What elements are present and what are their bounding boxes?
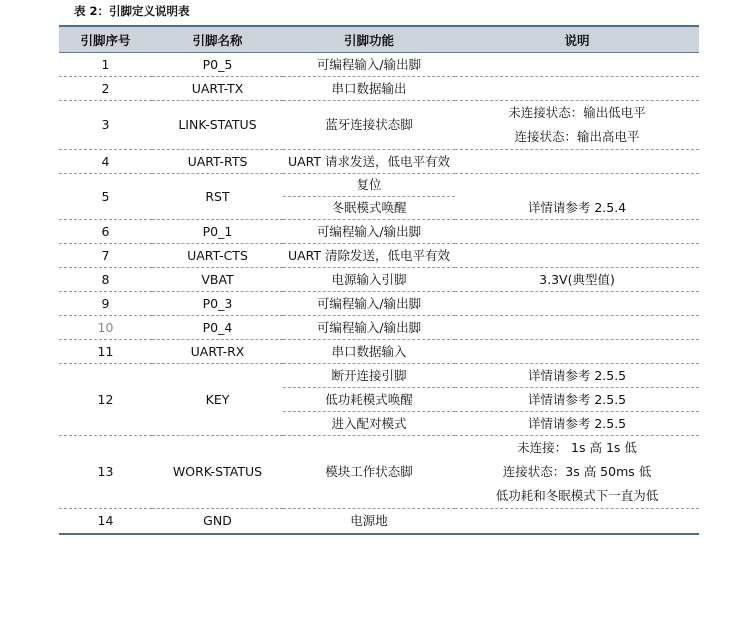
pin-function: 串口数据输入 — [283, 340, 455, 364]
table-row — [59, 77, 699, 101]
pin-description — [455, 174, 699, 197]
table-row — [59, 436, 699, 509]
description-line: 连接状态：3s 高 50ms 低 — [502, 464, 652, 479]
pin-description — [455, 244, 699, 268]
pin-name: UART-RTS — [152, 150, 283, 174]
pin-number: 11 — [59, 340, 152, 364]
pin-name: UART-TX — [152, 77, 283, 101]
description-line: 未连接： 1s 高 1s 低 — [517, 440, 637, 455]
pin-number: 1 — [59, 53, 152, 77]
description-line: 连接状态：输出高电平 — [514, 129, 640, 144]
pin-function: UART 清除发送，低电平有效 — [283, 244, 455, 268]
table-row — [59, 101, 699, 150]
pin-description: 详情请参考 2.5.4 — [455, 197, 699, 220]
pin-description — [455, 53, 699, 77]
pin-number: 5 — [59, 174, 152, 220]
pin-number: 10 — [59, 316, 152, 340]
pin-description — [455, 340, 699, 364]
table-row — [59, 292, 699, 316]
table-row — [59, 340, 699, 364]
pin-function: 串口数据输出 — [283, 77, 455, 101]
pin-name: P0_4 — [152, 316, 283, 340]
pin-number: 2 — [59, 77, 152, 101]
pin-name: UART-RX — [152, 340, 283, 364]
pin-function: 可编程输入/输出脚 — [283, 316, 455, 340]
pin-name: RST — [152, 174, 283, 220]
pin-number: 3 — [59, 101, 152, 150]
pin-number: 7 — [59, 244, 152, 268]
pin-function: 断开连接引脚 — [283, 364, 455, 388]
pin-description — [455, 77, 699, 101]
pin-function: 可编程输入/输出脚 — [283, 53, 455, 77]
pin-function: 可编程输入/输出脚 — [283, 292, 455, 316]
pin-number: 14 — [59, 509, 152, 535]
table-header-row — [59, 26, 699, 53]
pin-number: 8 — [59, 268, 152, 292]
pin-name: P0_5 — [152, 53, 283, 77]
table-row — [59, 174, 699, 197]
header-pin-number: 引脚序号 — [59, 26, 152, 53]
table-row — [59, 220, 699, 244]
pin-description: 详情请参考 2.5.5 — [455, 388, 699, 412]
pin-name: VBAT — [152, 268, 283, 292]
table-row — [59, 53, 699, 77]
pin-name: P0_1 — [152, 220, 283, 244]
pin-name: LINK-STATUS — [152, 101, 283, 150]
pin-number: 9 — [59, 292, 152, 316]
table-row — [59, 150, 699, 174]
pin-name: WORK-STATUS — [152, 436, 283, 509]
header-pin-name: 引脚名称 — [152, 26, 283, 53]
pin-name: UART-CTS — [152, 244, 283, 268]
table-row — [59, 364, 699, 388]
pin-name: P0_3 — [152, 292, 283, 316]
description-line: 低功耗和冬眠模式下一直为低 — [495, 488, 659, 503]
pin-number: 6 — [59, 220, 152, 244]
table-caption: 表 2：引脚定义说明表 — [74, 4, 190, 18]
pin-description — [455, 220, 699, 244]
pin-number: 13 — [59, 436, 152, 509]
pin-function: UART 请求发送，低电平有效 — [283, 150, 455, 174]
pin-description — [455, 316, 699, 340]
table-row — [59, 316, 699, 340]
pin-function: 模块工作状态脚 — [283, 436, 455, 509]
pin-function: 蓝牙连接状态脚 — [283, 101, 455, 150]
pin-description — [455, 436, 699, 509]
pin-name: KEY — [152, 364, 283, 436]
pin-function: 低功耗模式唤醒 — [283, 388, 455, 412]
pin-description — [455, 292, 699, 316]
pin-function: 进入配对模式 — [283, 412, 455, 436]
pin-description: 3.3V(典型值) — [455, 268, 699, 292]
pin-function: 复位 — [283, 174, 455, 197]
pin-function: 电源地 — [283, 509, 455, 535]
table-row — [59, 268, 699, 292]
pin-description — [455, 101, 699, 150]
pin-function: 电源输入引脚 — [283, 268, 455, 292]
pin-number: 4 — [59, 150, 152, 174]
header-description: 说明 — [455, 26, 699, 53]
pin-number: 12 — [59, 364, 152, 436]
pin-description: 详情请参考 2.5.5 — [455, 412, 699, 436]
pin-description: 详情请参考 2.5.5 — [455, 364, 699, 388]
pin-function: 可编程输入/输出脚 — [283, 220, 455, 244]
pin-description — [455, 509, 699, 535]
pin-description — [455, 150, 699, 174]
pin-definition-table — [59, 25, 699, 535]
pin-name: GND — [152, 509, 283, 535]
table-row — [59, 244, 699, 268]
description-line: 未连接状态：输出低电平 — [508, 105, 646, 120]
table-row — [59, 509, 699, 535]
pin-function: 冬眠模式唤醒 — [283, 197, 455, 220]
header-pin-function: 引脚功能 — [283, 26, 455, 53]
